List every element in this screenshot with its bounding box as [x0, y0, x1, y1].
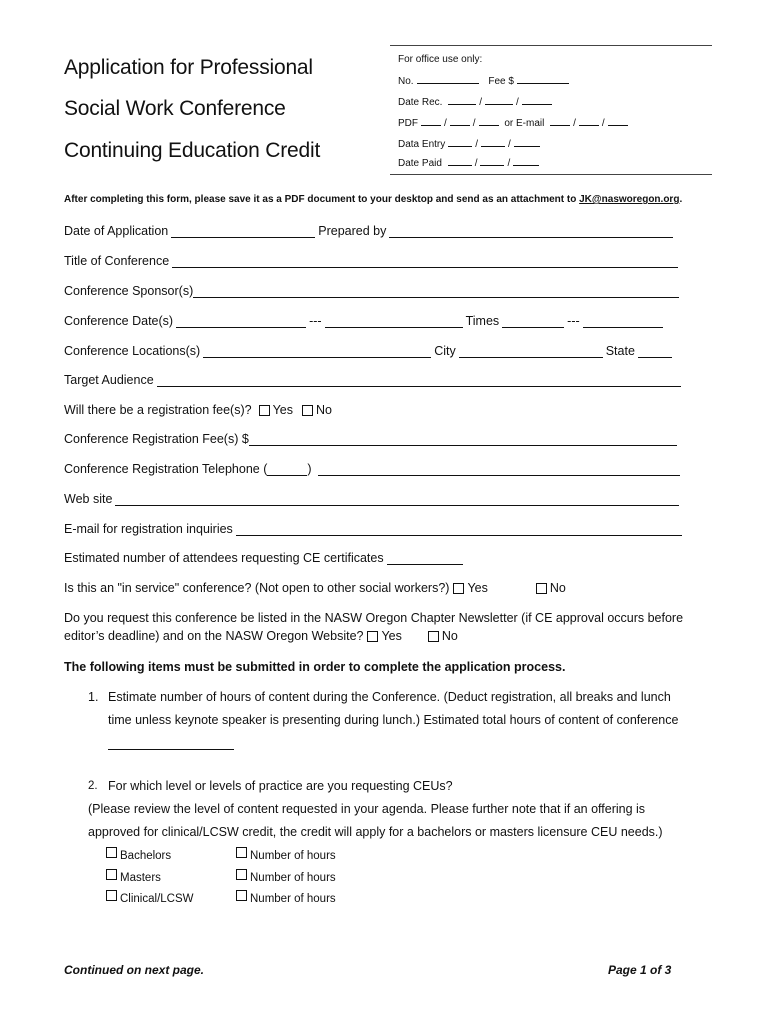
conference-sponsors-label: Conference Sponsor(s): [64, 284, 194, 298]
level-bachelors-hours: [236, 847, 336, 862]
submission-note-end: .: [679, 194, 683, 205]
start-time-field[interactable]: [502, 315, 564, 328]
reg-fee-no-label: No: [316, 403, 332, 417]
registration-email-field[interactable]: [236, 523, 682, 536]
in-service-no-checkbox[interactable]: [536, 583, 547, 594]
website-label: Web site: [64, 492, 113, 506]
times-dash: ---: [567, 314, 580, 328]
registration-fees-label: Conference Registration Fee(s) $: [64, 432, 249, 446]
level-bachelors: [106, 847, 171, 862]
level-masters: [106, 869, 161, 884]
office-fee-field[interactable]: [517, 74, 569, 84]
clinical-checkbox[interactable]: [106, 890, 117, 901]
title-of-conference-field[interactable]: [172, 255, 678, 268]
conference-end-date-field[interactable]: [325, 315, 463, 328]
office-pdf-row: PDF / / or E-mail / /: [398, 116, 631, 129]
office-pdf-label: PDF: [398, 118, 418, 129]
item-2-number: 2.: [88, 780, 98, 792]
submission-note-text: After completing this form, please save it as a PDF document to your desktop and send as an attachment to: [64, 194, 580, 205]
item-2-line-1: For which level or levels of practice are you requesting CEUs?: [108, 779, 453, 793]
dates-dash: ---: [309, 314, 322, 328]
masters-label: Masters: [120, 872, 161, 884]
row-title-of-conference: [64, 254, 681, 268]
city-label: City: [434, 344, 456, 358]
registration-fees-field[interactable]: [249, 433, 677, 446]
date-paid-day[interactable]: [480, 156, 504, 166]
page-number: Page 1 of 3: [608, 963, 672, 977]
pdf-day[interactable]: [450, 116, 470, 126]
bachelors-hours-label: Number of hours: [250, 850, 336, 862]
masters-hours-checkbox[interactable]: [236, 869, 247, 880]
office-use-box: [390, 45, 712, 175]
newsletter-question-line-2: editor’s deadline) and on the NASW Oregon Website?: [64, 629, 364, 643]
bachelors-label: Bachelors: [120, 850, 172, 862]
row-newsletter-answer: [64, 629, 458, 643]
clinical-label: Clinical/LCSW: [120, 893, 194, 905]
row-conference-sponsors: [64, 284, 682, 298]
date-rec-year[interactable]: [522, 95, 552, 105]
clinical-hours-label: Number of hours: [250, 893, 336, 905]
email-year[interactable]: [608, 116, 628, 126]
data-entry-day[interactable]: [481, 137, 505, 147]
office-date-rec-row: Date Rec. / /: [398, 95, 555, 108]
bachelors-hours-checkbox[interactable]: [236, 847, 247, 858]
form-title-line-3: Continuing Education Credit: [64, 139, 321, 162]
telephone-paren-close: ): [307, 462, 312, 476]
end-time-field[interactable]: [583, 315, 663, 328]
prepared-by-field[interactable]: [389, 225, 673, 238]
date-paid-month[interactable]: [448, 156, 472, 166]
row-attendees: [64, 551, 466, 565]
row-registration-fees: [64, 432, 680, 446]
level-clinical: [106, 890, 194, 905]
conference-sponsors-field[interactable]: [193, 285, 679, 298]
city-field[interactable]: [459, 345, 603, 358]
item-1-number: 1.: [88, 690, 99, 704]
reg-fee-no-checkbox[interactable]: [302, 405, 313, 416]
row-registration-email: [64, 522, 685, 536]
newsletter-no-label: No: [441, 629, 458, 643]
masters-hours-label: Number of hours: [250, 872, 336, 884]
office-no-fee-row: [398, 74, 572, 87]
requirements-heading: The following items must be submitted in order to complete the application process.: [64, 660, 566, 674]
form-title-line-1: Application for Professional: [64, 56, 313, 79]
row-in-service: [64, 581, 566, 595]
date-of-application-field[interactable]: [171, 225, 315, 238]
title-of-conference-label: Title of Conference: [64, 254, 170, 268]
office-fee-label: Fee $: [488, 76, 514, 87]
email-day[interactable]: [579, 116, 599, 126]
form-title-line-2: Social Work Conference: [64, 97, 286, 120]
pdf-year[interactable]: [479, 116, 499, 126]
office-no-field[interactable]: [417, 74, 479, 84]
submission-email-link[interactable]: JK@nasworegon.org: [579, 194, 680, 205]
conference-start-date-field[interactable]: [176, 315, 306, 328]
row-conference-locations: [64, 344, 675, 358]
target-audience-field[interactable]: [157, 374, 681, 387]
website-field[interactable]: [115, 493, 679, 506]
reg-fee-yes-checkbox[interactable]: [259, 405, 270, 416]
bachelors-checkbox[interactable]: [106, 847, 117, 858]
in-service-question: Is this an "in service" conference? (Not open to other social workers?): [64, 581, 450, 595]
target-audience-label: Target Audience: [64, 373, 154, 387]
registration-email-label: E-mail for registration inquiries: [64, 522, 233, 536]
row-date-prepared: [64, 224, 676, 238]
attendees-label: Estimated number of attendees requesting CE certificates: [64, 551, 384, 565]
office-date-rec-label: Date Rec.: [398, 97, 443, 108]
newsletter-yes-label: Yes: [381, 629, 402, 643]
level-clinical-hours: [236, 890, 336, 905]
office-date-paid-label: Date Paid: [398, 158, 442, 169]
continued-note: Continued on next page.: [64, 963, 204, 977]
registration-fee-question: Will there be a registration fee(s)?: [64, 403, 252, 417]
state-label: State: [605, 344, 635, 358]
office-use-header: For office use only:: [398, 54, 483, 65]
newsletter-question-line-1: Do you request this conference be listed in the NASW Oregon Chapter Newsletter (if CE approval occurs before: [64, 611, 684, 625]
data-entry-month[interactable]: [448, 137, 472, 147]
conference-location-field[interactable]: [203, 345, 431, 358]
registration-telephone-label: Conference Registration Telephone (: [64, 462, 268, 476]
item-1-line-1: Estimate number of hours of content during the Conference. (Deduct registration, all breaks and lunch: [108, 690, 671, 704]
item-2-line-2: (Please review the level of content requested in your agenda. Please further note that if an offering is: [88, 802, 646, 816]
row-website: [64, 492, 682, 506]
in-service-no-label: No: [549, 581, 566, 595]
office-no-label: No.: [398, 76, 414, 87]
row-registration-fee-question: [64, 403, 332, 417]
area-code-field[interactable]: [267, 463, 307, 476]
attendees-field[interactable]: [387, 552, 463, 565]
office-date-paid-row: Date Paid / /: [398, 156, 542, 169]
date-rec-day[interactable]: [485, 95, 513, 105]
times-label: Times: [465, 314, 500, 328]
registration-telephone-field[interactable]: [318, 463, 680, 476]
row-conference-dates: [64, 314, 666, 328]
office-email-label: or E-mail: [504, 118, 545, 129]
clinical-hours-checkbox[interactable]: [236, 890, 247, 901]
row-registration-telephone: [64, 462, 683, 476]
total-hours-field[interactable]: [108, 748, 234, 750]
state-field[interactable]: [638, 345, 672, 358]
prepared-by-label: Prepared by: [318, 224, 387, 238]
masters-checkbox[interactable]: [106, 869, 117, 880]
reg-fee-yes-label: Yes: [272, 403, 293, 417]
newsletter-no-checkbox[interactable]: [428, 631, 439, 642]
conference-locations-label: Conference Locations(s): [64, 344, 201, 358]
submission-note: [64, 194, 682, 205]
item-2-line-3: approved for clinical/LCSW credit, the credit will apply for a bachelors or masters licensure CEU needs.): [88, 825, 663, 839]
date-paid-year[interactable]: [513, 156, 539, 166]
office-data-entry-row: Data Entry / /: [398, 137, 543, 150]
email-month[interactable]: [550, 116, 570, 126]
office-data-entry-label: Data Entry: [398, 139, 446, 150]
level-masters-hours: [236, 869, 336, 884]
row-target-audience: [64, 373, 684, 387]
date-rec-month[interactable]: [448, 95, 476, 105]
in-service-yes-checkbox[interactable]: [453, 583, 464, 594]
data-entry-year[interactable]: [514, 137, 540, 147]
newsletter-yes-checkbox[interactable]: [367, 631, 378, 642]
pdf-month[interactable]: [421, 116, 441, 126]
conference-dates-label: Conference Date(s): [64, 314, 174, 328]
item-1-line-2: time unless keynote speaker is presenting during lunch.) Estimated total hours of content of conference: [108, 713, 679, 727]
date-of-application-label: Date of Application: [64, 224, 169, 238]
in-service-yes-label: Yes: [467, 581, 488, 595]
